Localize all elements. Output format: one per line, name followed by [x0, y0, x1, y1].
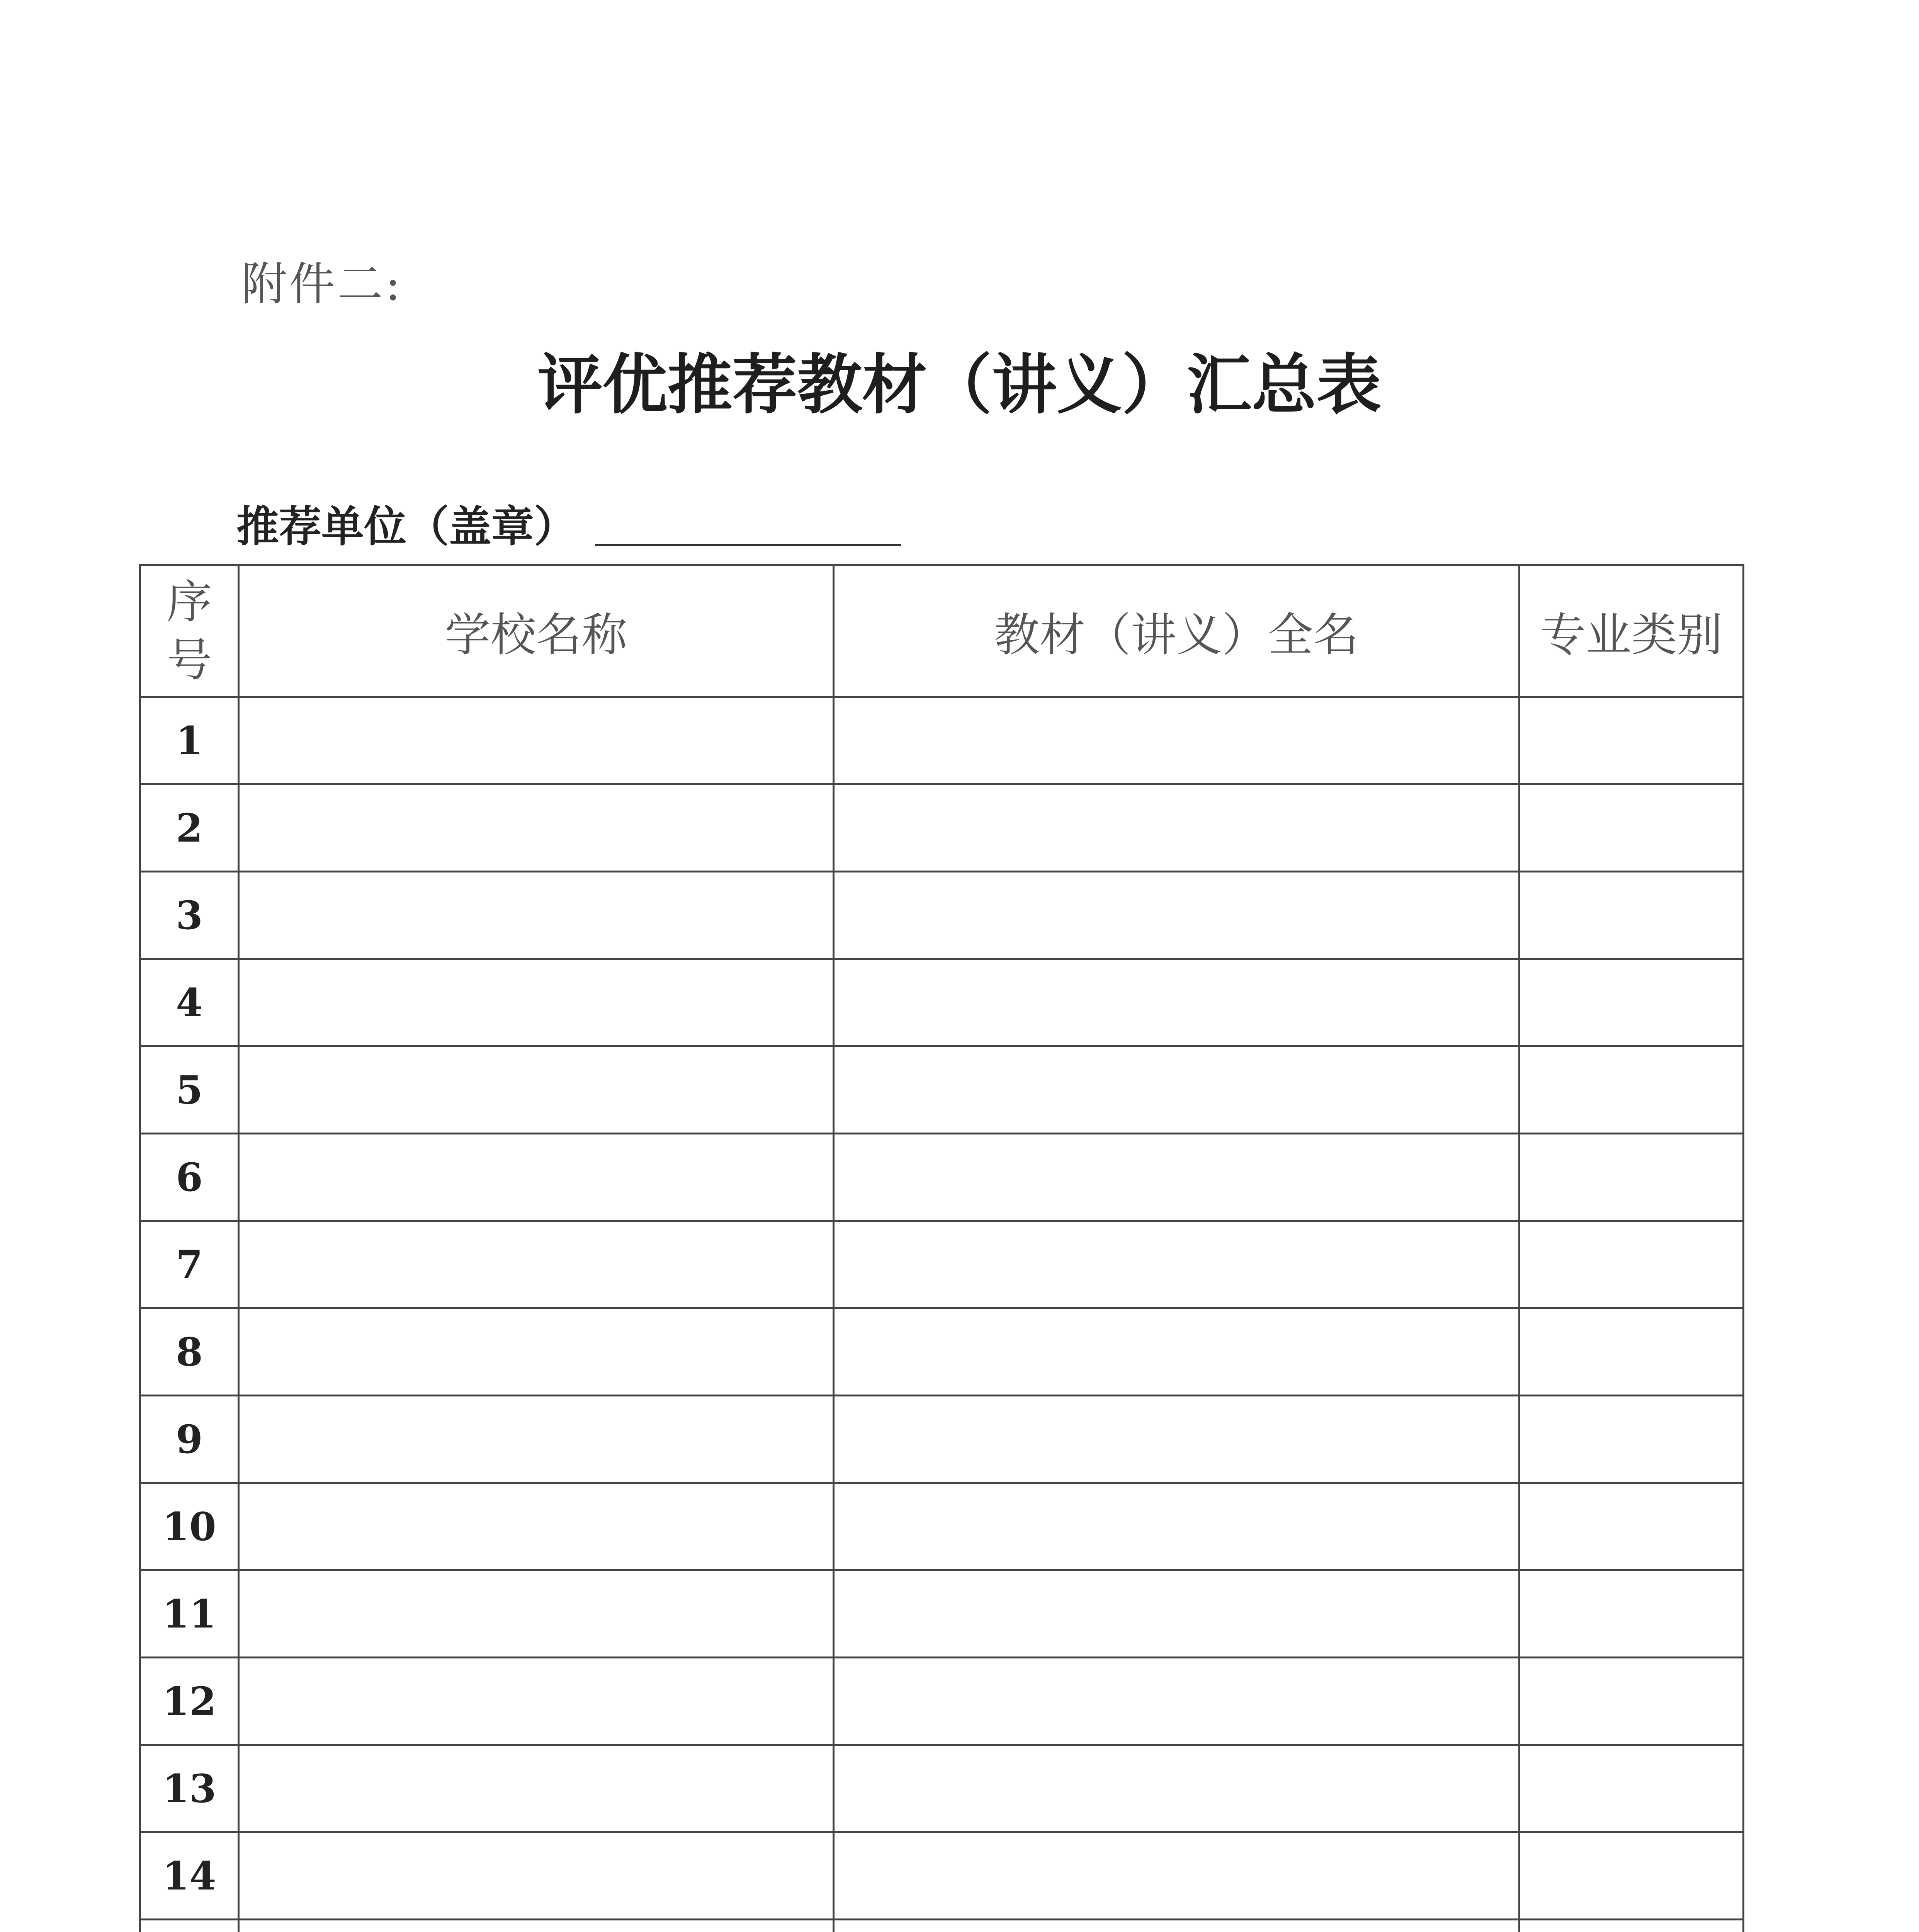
row-seq-number: 13 [140, 1745, 239, 1832]
school-name-cell[interactable] [239, 1745, 834, 1832]
header-school-name: 学校名称 [239, 565, 834, 697]
major-category-cell[interactable] [1520, 1920, 1744, 1932]
major-category-cell[interactable] [1520, 1046, 1744, 1134]
row-seq-number: 6 [140, 1134, 239, 1221]
major-category-cell[interactable] [1520, 1483, 1744, 1570]
attachment-label: 附件二: [241, 257, 403, 311]
school-name-cell[interactable] [239, 1308, 834, 1396]
row-seq-number: 14 [140, 1832, 239, 1920]
textbook-name-cell[interactable] [834, 1221, 1520, 1308]
textbook-name-cell[interactable] [834, 1832, 1520, 1920]
school-name-cell[interactable] [239, 1483, 834, 1570]
header-textbook-name: 教材（讲义）全名 [834, 565, 1520, 697]
row-seq-number: 7 [140, 1221, 239, 1308]
textbook-name-cell[interactable] [834, 959, 1520, 1046]
textbook-name-cell[interactable] [834, 1570, 1520, 1658]
textbook-name-cell[interactable] [834, 1046, 1520, 1134]
major-category-cell[interactable] [1520, 1570, 1744, 1658]
row-seq-number: 9 [140, 1396, 239, 1483]
table-row [140, 1745, 1744, 1832]
major-category-cell[interactable] [1520, 697, 1744, 784]
row-seq-number: 12 [140, 1658, 239, 1745]
table-row [140, 1221, 1744, 1308]
table-row [140, 1570, 1744, 1658]
table-row [140, 1483, 1744, 1570]
textbook-name-cell[interactable] [834, 1920, 1520, 1932]
table-body [140, 697, 1744, 1932]
major-category-cell[interactable] [1520, 959, 1744, 1046]
school-name-cell[interactable] [239, 1832, 834, 1920]
row-seq-number: 5 [140, 1046, 239, 1134]
header-seq-line2: 号 [166, 633, 212, 687]
table-row [140, 1658, 1744, 1745]
row-seq-number: 2 [140, 784, 239, 872]
table-row [140, 1308, 1744, 1396]
major-category-cell[interactable] [1520, 1221, 1744, 1308]
textbook-name-cell[interactable] [834, 1134, 1520, 1221]
summary-table [139, 564, 1744, 1932]
table-row [140, 697, 1744, 784]
school-name-cell[interactable] [239, 1134, 834, 1221]
school-name-cell[interactable] [239, 1658, 834, 1745]
school-name-cell[interactable] [239, 1920, 834, 1932]
row-seq-number: 11 [140, 1570, 239, 1658]
table-row [140, 872, 1744, 959]
major-category-cell[interactable] [1520, 872, 1744, 959]
major-category-cell[interactable] [1520, 1308, 1744, 1396]
row-seq-number: 4 [140, 959, 239, 1046]
table-row [140, 1046, 1744, 1134]
school-name-cell[interactable] [239, 959, 834, 1046]
header-major-category: 专业类别 [1520, 565, 1744, 697]
textbook-name-cell[interactable] [834, 1658, 1520, 1745]
recommending-unit-blank-line [595, 544, 901, 546]
textbook-name-cell[interactable] [834, 872, 1520, 959]
recommending-unit-label: 推荐单位（盖章） [236, 502, 576, 551]
textbook-name-cell[interactable] [834, 1308, 1520, 1396]
row-seq-number: 1 [140, 697, 239, 784]
row-seq-number: 8 [140, 1308, 239, 1396]
table-row [140, 1134, 1744, 1221]
table-header-row [140, 565, 1744, 697]
table-row [140, 1396, 1744, 1483]
row-seq-number: 10 [140, 1483, 239, 1570]
textbook-name-cell[interactable] [834, 1745, 1520, 1832]
textbook-name-cell[interactable] [834, 1396, 1520, 1483]
school-name-cell[interactable] [239, 697, 834, 784]
school-name-cell[interactable] [239, 872, 834, 959]
textbook-name-cell[interactable] [834, 784, 1520, 872]
major-category-cell[interactable] [1520, 1134, 1744, 1221]
major-category-cell[interactable] [1520, 1745, 1744, 1832]
textbook-name-cell[interactable] [834, 697, 1520, 784]
school-name-cell[interactable] [239, 1221, 834, 1308]
row-seq-number [140, 1920, 239, 1932]
major-category-cell[interactable] [1520, 1396, 1744, 1483]
header-seq-number [140, 565, 239, 697]
header-seq-line1: 序 [166, 575, 212, 629]
table-row [140, 959, 1744, 1046]
textbook-name-cell[interactable] [834, 1483, 1520, 1570]
school-name-cell[interactable] [239, 1396, 834, 1483]
table-row [140, 784, 1744, 872]
table-row [140, 1832, 1744, 1920]
school-name-cell[interactable] [239, 1046, 834, 1134]
major-category-cell[interactable] [1520, 1832, 1744, 1920]
document-title: 评优推荐教材（讲义）汇总表 [537, 346, 1382, 423]
major-category-cell[interactable] [1520, 784, 1744, 872]
school-name-cell[interactable] [239, 784, 834, 872]
major-category-cell[interactable] [1520, 1658, 1744, 1745]
row-seq-number: 3 [140, 872, 239, 959]
school-name-cell[interactable] [239, 1570, 834, 1658]
table-row [140, 1920, 1744, 1932]
